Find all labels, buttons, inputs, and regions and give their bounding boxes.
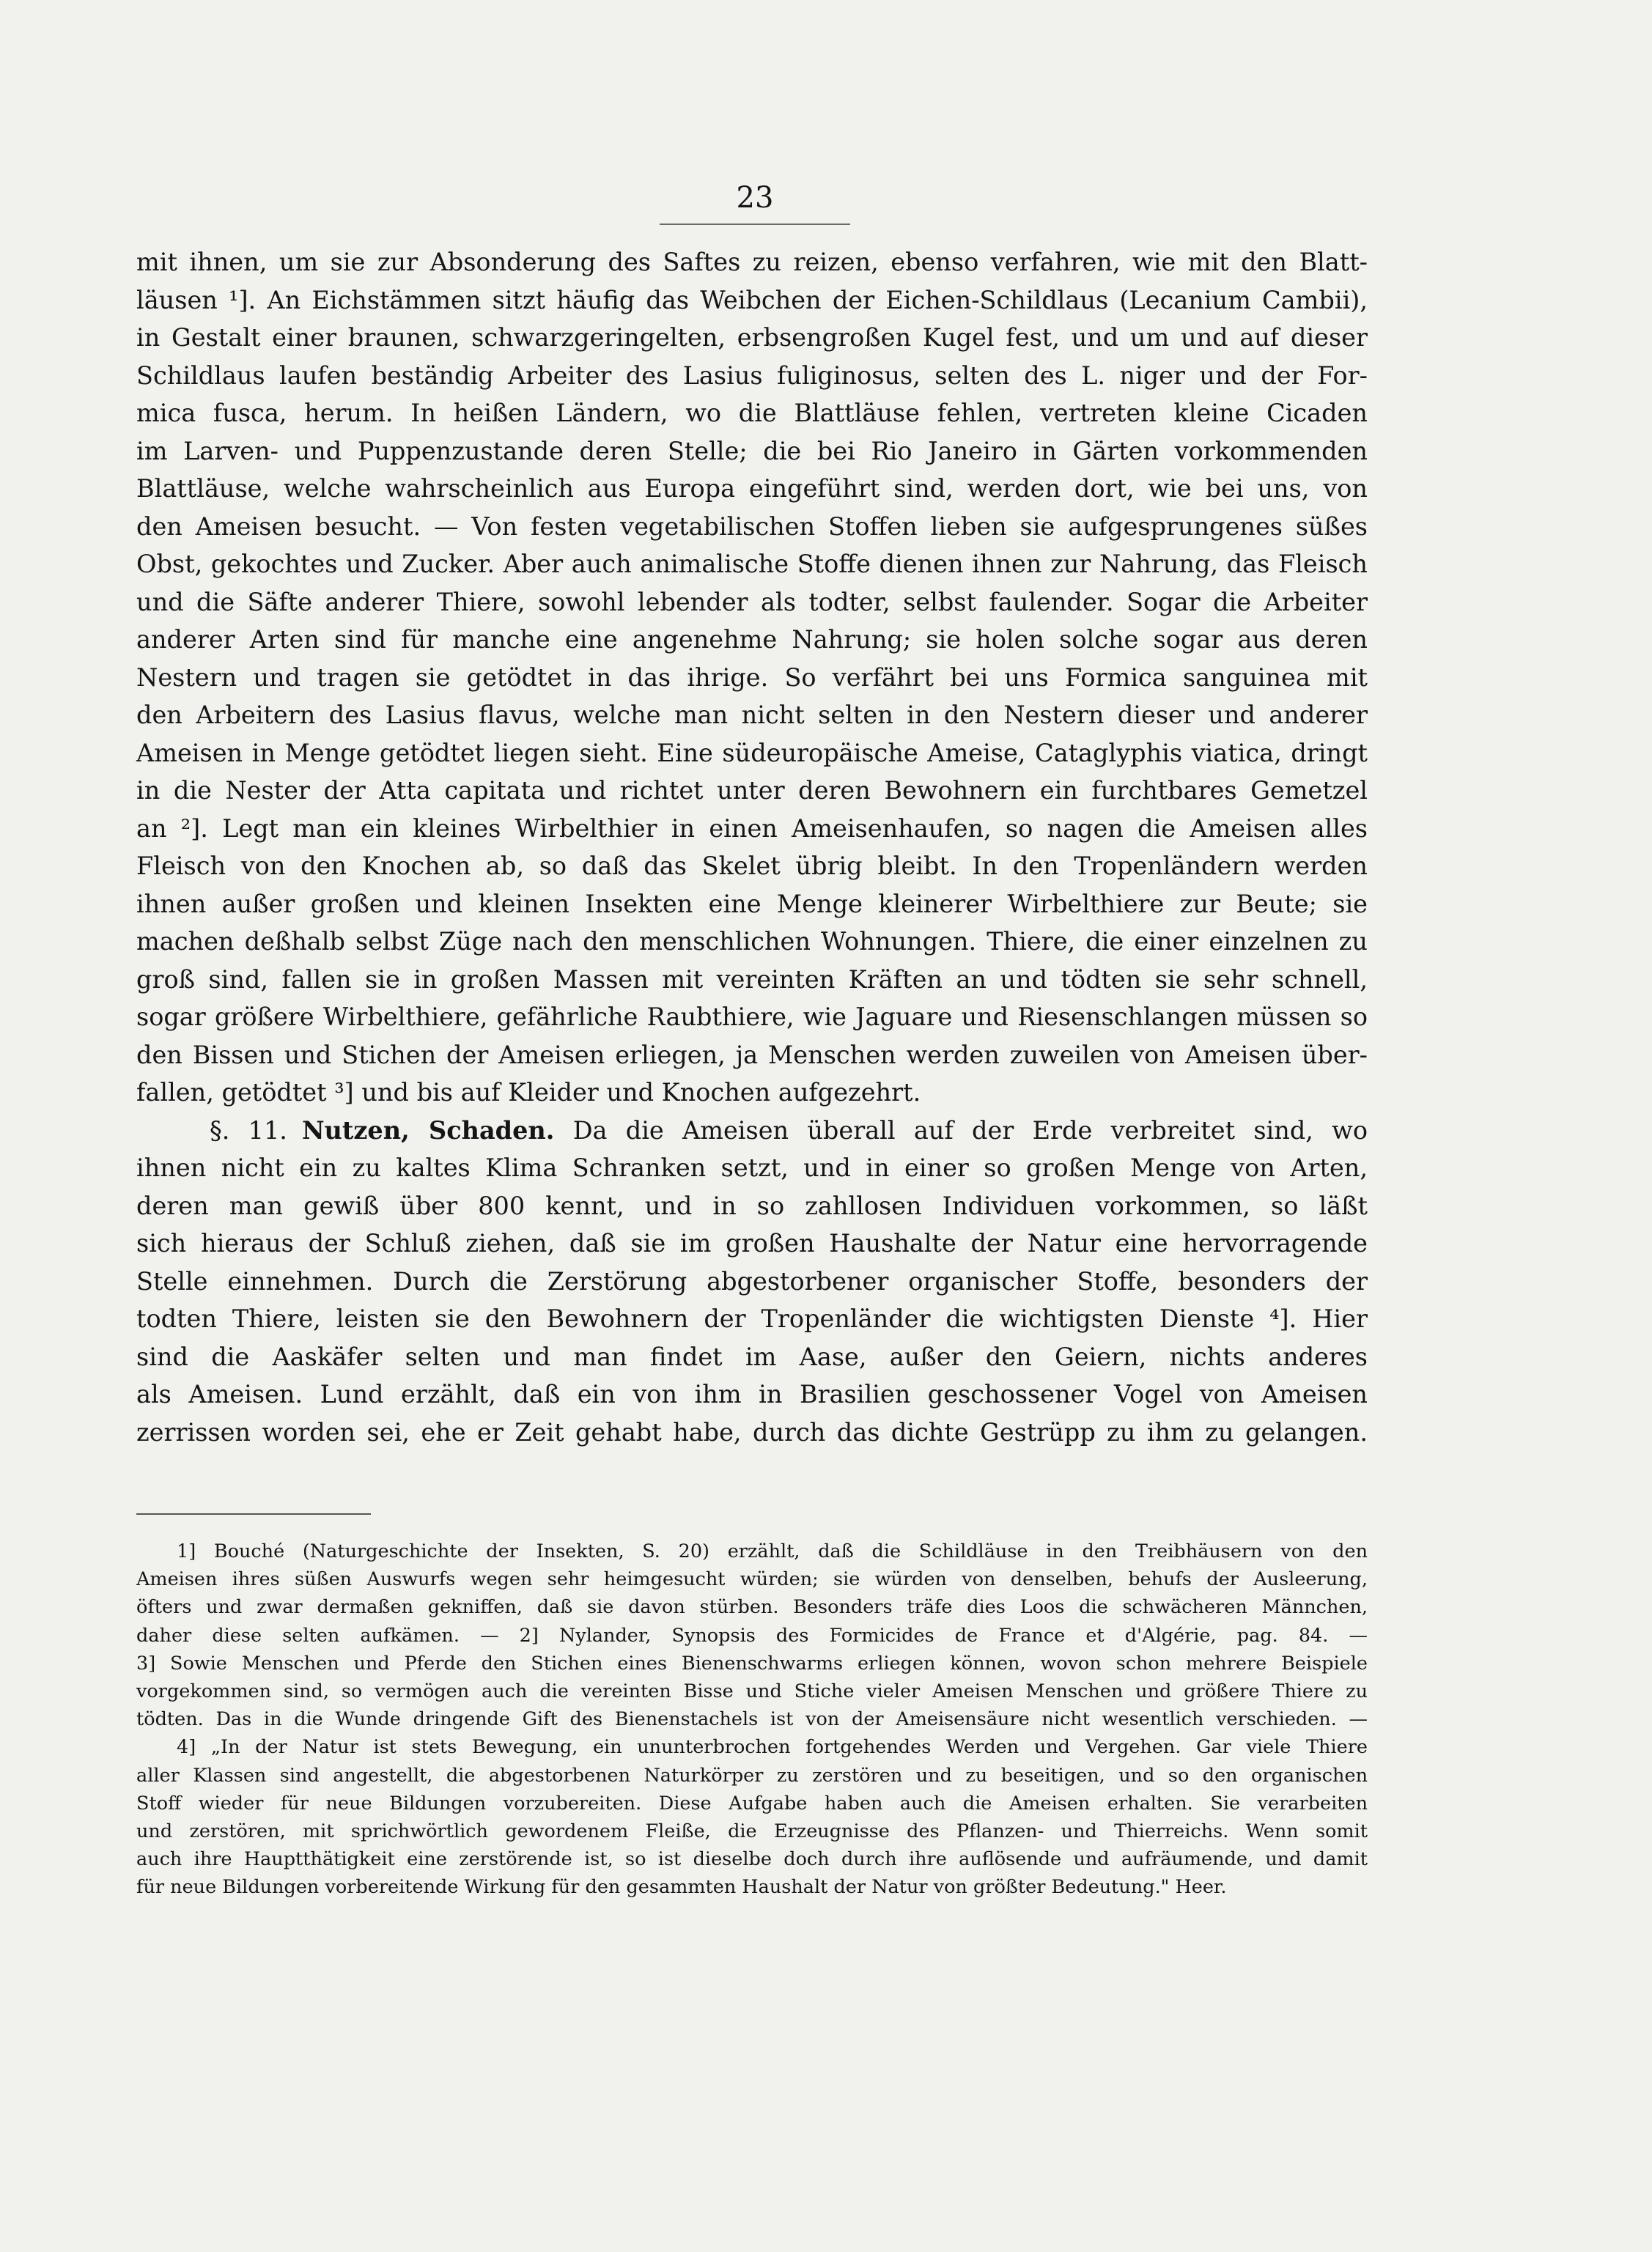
footnotes xyxy=(136,1537,1368,1901)
body-line: Obst, gekochtes und Zucker. Aber auch animalische Stoffe dienen ihnen zur Nahrung, das Fleisch xyxy=(136,550,1368,578)
body-line: den Ameisen besucht. — Von festen vegetabilischen Stoffen lieben sie aufgesprungenes süßes xyxy=(136,512,1368,541)
body-line: sogar größere Wirbelthiere, gefährliche Raubthiere, wie Jaguare und Riesenschlangen müssen so xyxy=(136,1003,1368,1031)
footnote-line: Stoff wieder für neue Bildungen vorzubereiten. Diese Aufgabe haben auch die Ameisen erhalten. Sie verarbeiten xyxy=(136,1792,1368,1814)
page-number-rule xyxy=(660,224,850,225)
body-line: im Larven- und Puppenzustande deren Stelle; die bei Rio Janeiro in Gärten vorkommenden xyxy=(136,436,1368,465)
body-line: läusen ¹]. An Eichstämmen sitzt häufig das Weibchen der Eichen-Schildlaus (Lecanium Cambii), xyxy=(136,285,1368,314)
footnote-line: auch ihre Hauptthätigkeit eine zerstörende ist, so ist dieselbe doch durch ihre auflösende und aufräumende, und damit xyxy=(136,1848,1368,1871)
body-line: machen deßhalb selbst Züge nach den menschlichen Wohnungen. Thiere, die einer einzelnen zu xyxy=(136,927,1368,956)
section-number: §. 11. xyxy=(210,1115,287,1145)
section-line: als Ameisen. Lund erzählt, daß ein von ihm in Brasilien geschossener Vogel von Ameisen xyxy=(136,1380,1368,1409)
section-line: sind die Aaskäfer selten und man findet im Aase, außer den Geiern, nichts anderes xyxy=(136,1342,1368,1371)
body-line: Schildlaus laufen beständig Arbeiter des Lasius fuliginosus, selten des L. niger und der For- xyxy=(136,361,1368,390)
footnote-line: daher diese selten aufkämen. — 2] Nylander, Synopsis des Formicides de France et d'Algérie, pag. 84. — xyxy=(136,1624,1368,1647)
footnote-line: öfters und zwar dermaßen gekniffen, daß sie davon stürben. Besonders träfe dies Loos die schwächeren Männchen, xyxy=(136,1596,1368,1619)
footnote-line: tödten. Das in die Wunde dringende Gift des Bienenstachels ist von der Ameisensäure nicht wesentlich verschieden. — xyxy=(136,1708,1368,1731)
footnote-rule xyxy=(136,1513,371,1515)
section-line: Stelle einnehmen. Durch die Zerstörung abgestorbener organischer Stoffe, besonders der xyxy=(136,1266,1368,1296)
body-line: in Gestalt einer braunen, schwarzgeringelten, erbsengroßen Kugel fest, und um und auf dieser xyxy=(136,323,1368,352)
body-line: mit ihnen, um sie zur Absonderung des Saftes zu reizen, ebenso verfahren, wie mit den Blatt- xyxy=(136,248,1368,276)
footnote-line: 1] Bouché (Naturgeschichte der Insekten, S. 20) erzählt, daß die Schildläuse in den Treibhäusern von den xyxy=(177,1540,1368,1562)
section-line: ihnen nicht ein zu kaltes Klima Schranken setzt, und in einer so großen Menge von Arten, xyxy=(136,1153,1368,1182)
page-number: 23 xyxy=(736,181,774,215)
section-first-line-text: Da die Ameisen überall auf der Erde verbreitet sind, wo xyxy=(572,1115,1368,1145)
body-line: Blattläuse, welche wahrscheinlich aus Europa eingeführt sind, werden dort, wie bei uns, von xyxy=(136,474,1368,503)
body-line: mica fusca, herum. In heißen Ländern, wo die Blattläuse fehlen, vertreten kleine Cicaden xyxy=(136,399,1368,427)
body-line: ihnen außer großen und kleinen Insekten eine Menge kleinerer Wirbelthiere zur Beute; sie xyxy=(136,889,1368,918)
body-line: Nestern und tragen sie getödtet in das ihrige. So verfährt bei uns Formica sanguinea mit xyxy=(136,662,1368,692)
body-text xyxy=(136,243,1368,1451)
section-line: deren man gewiß über 800 kennt, und in so zahllosen Individuen vorkommen, so läßt xyxy=(136,1191,1368,1220)
section-heading: Nutzen, Schaden. xyxy=(301,1115,555,1145)
body-line: fallen, getödtet ³] und bis auf Kleider und Knochen aufgezehrt. xyxy=(136,1078,921,1107)
body-line: Ameisen in Menge getödtet liegen sieht. Eine südeuropäische Ameise, Cataglyphis viatica, dringt xyxy=(136,738,1368,767)
body-line: den Bissen und Stichen der Ameisen erliegen, ja Menschen werden zuweilen von Ameisen über- xyxy=(136,1040,1368,1069)
footnote-line: 4] „In der Natur ist stets Bewegung, ein ununterbrochen fortgehendes Werden und Vergehen. Gar viele Thiere xyxy=(177,1736,1368,1759)
section-line: sich hieraus der Schluß ziehen, daß sie im großen Haushalte der Natur eine hervorragende xyxy=(136,1229,1368,1258)
body-line: Fleisch von den Knochen ab, so daß das Skelet übrig bleibt. In den Tropenländern werden xyxy=(136,852,1368,880)
footnote-line: Ameisen ihres süßen Auswurfs wegen sehr heimgesucht würden; sie würden von denselben, behufs der Ausleerung, xyxy=(136,1568,1368,1591)
footnote-line: für neue Bildungen vorbereitende Wirkung für den gesammten Haushalt der Natur von größter Bedeutung." Heer. xyxy=(136,1876,1227,1899)
body-line: den Arbeitern des Lasius flavus, welche man nicht selten in den Nestern dieser und anderer xyxy=(136,701,1368,729)
footnote-line: vorgekommen sind, so vermögen auch die vereinten Bisse und Stiche vieler Ameisen Menschen und größere Thiere zu xyxy=(136,1680,1368,1702)
body-line: anderer Arten sind für manche eine angenehme Nahrung; sie holen solche sogar aus deren xyxy=(136,625,1368,654)
body-line: an ²]. Legt man ein kleines Wirbelthier in einen Ameisenhaufen, so nagen die Ameisen alles xyxy=(136,813,1368,843)
footnote-line: 3] Sowie Menschen und Pferde den Stichen eines Bienenschwarms erliegen können, wovon schon mehrere Beispiele xyxy=(136,1652,1368,1675)
section-first-line xyxy=(136,1112,1368,1150)
body-line: groß sind, fallen sie in großen Massen mit vereinten Kräften an und tödten sie sehr schnell, xyxy=(136,964,1368,994)
footnote-line: aller Klassen sind angestellt, die abgestorbenen Naturkörper zu zerstören und zu beseitigen, und so den organischen xyxy=(136,1764,1368,1787)
section-line: zerrissen worden sei, ehe er Zeit gehabt habe, durch das dichte Gestrüpp zu ihm zu gelangen. xyxy=(136,1417,1368,1447)
footnote-line: und zerstören, mit sprichwörtlich gewordenem Fleiße, die Erzeugnisse des Pflanzen- und Thierreichs. Wenn somit xyxy=(136,1820,1368,1842)
section-line: todten Thiere, leisten sie den Bewohnern der Tropenländer die wichtigsten Dienste ⁴]. Hier xyxy=(136,1304,1368,1333)
body-line: und die Säfte anderer Thiere, sowohl lebender als todter, selbst faulender. Sogar die Arbeiter xyxy=(136,587,1368,616)
body-line: in die Nester der Atta capitata und richtet unter deren Bewohnern ein furchtbares Gemetzel xyxy=(136,776,1368,805)
